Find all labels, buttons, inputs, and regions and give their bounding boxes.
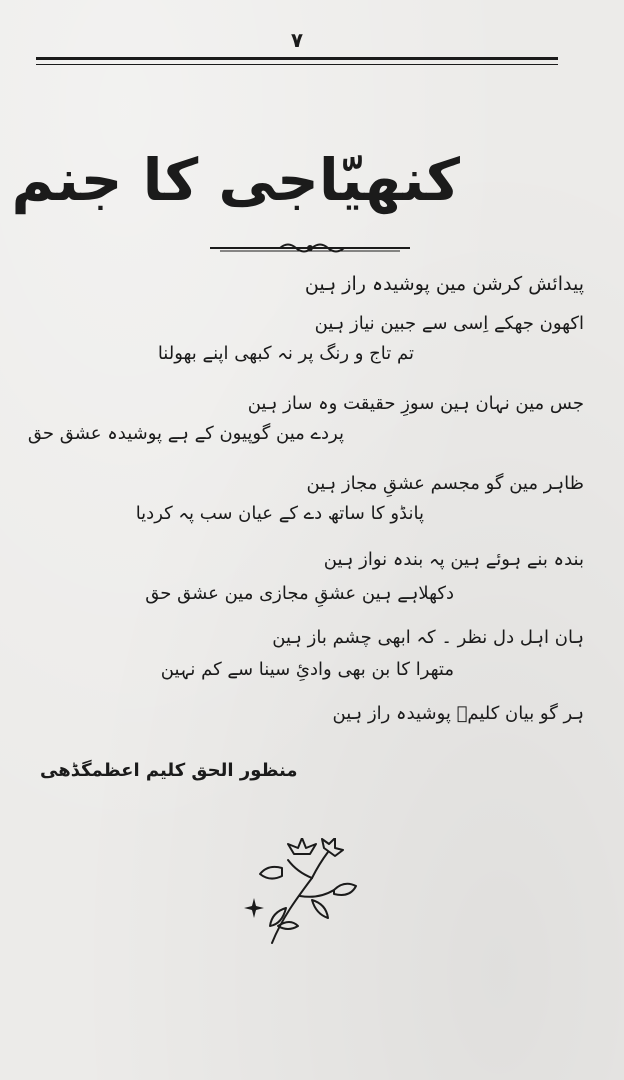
header-rule [36,57,558,60]
verse-line-6: ظاہر مین گو مجسم عشقِ مجاز ہین [306,473,584,494]
verse-line-10: ہان اہل دل نظر ۔ کہ ابھی چشم باز ہین [272,627,584,648]
poem-title: کنھیّاجی کا جنم [11,146,460,214]
poet-signature: منظور الحق کلیم اعظمگڈھی [40,760,298,781]
header-rule-thin [36,64,558,65]
verse-line-2: اکھون جھکے اِسی سے جبین نیاز ہین [314,313,584,334]
verse-line-9: دکھلاہے ہین عشقِ مجازی مین عشق حق [145,583,454,604]
verse-line-7: پانڈو کا ساتھ دے کے عیان سب پہ کردیا [135,503,424,524]
verse-line-5: پردے مین گوپیون کے ہے پوشیدہ عشق حق [27,423,344,444]
verse-line-4: جس مین نہان ہین سوزِ حقیقت وہ ساز ہین [247,393,584,414]
verse-line-11: متھرا کا بن بھی وادیِٔ سینا سے کم نہین [160,659,454,680]
verse-line-12: ہر گو بیان کلیمؔ پوشیدہ راز ہین [332,703,584,724]
floral-ornament-icon [242,838,360,948]
verse-line-3: تم تاج و رنگ پر نہ کبھی اپنے بھولنا [157,343,414,364]
verse-line-1: پیدائش کرشن مین پوشیدہ راز ہین [304,273,584,295]
page-number: ۷ [290,28,304,52]
verse-line-8: بندہ بنے ہوئے ہین پہ بندہ نواز ہین [323,549,584,570]
title-ornament-divider [210,240,410,256]
